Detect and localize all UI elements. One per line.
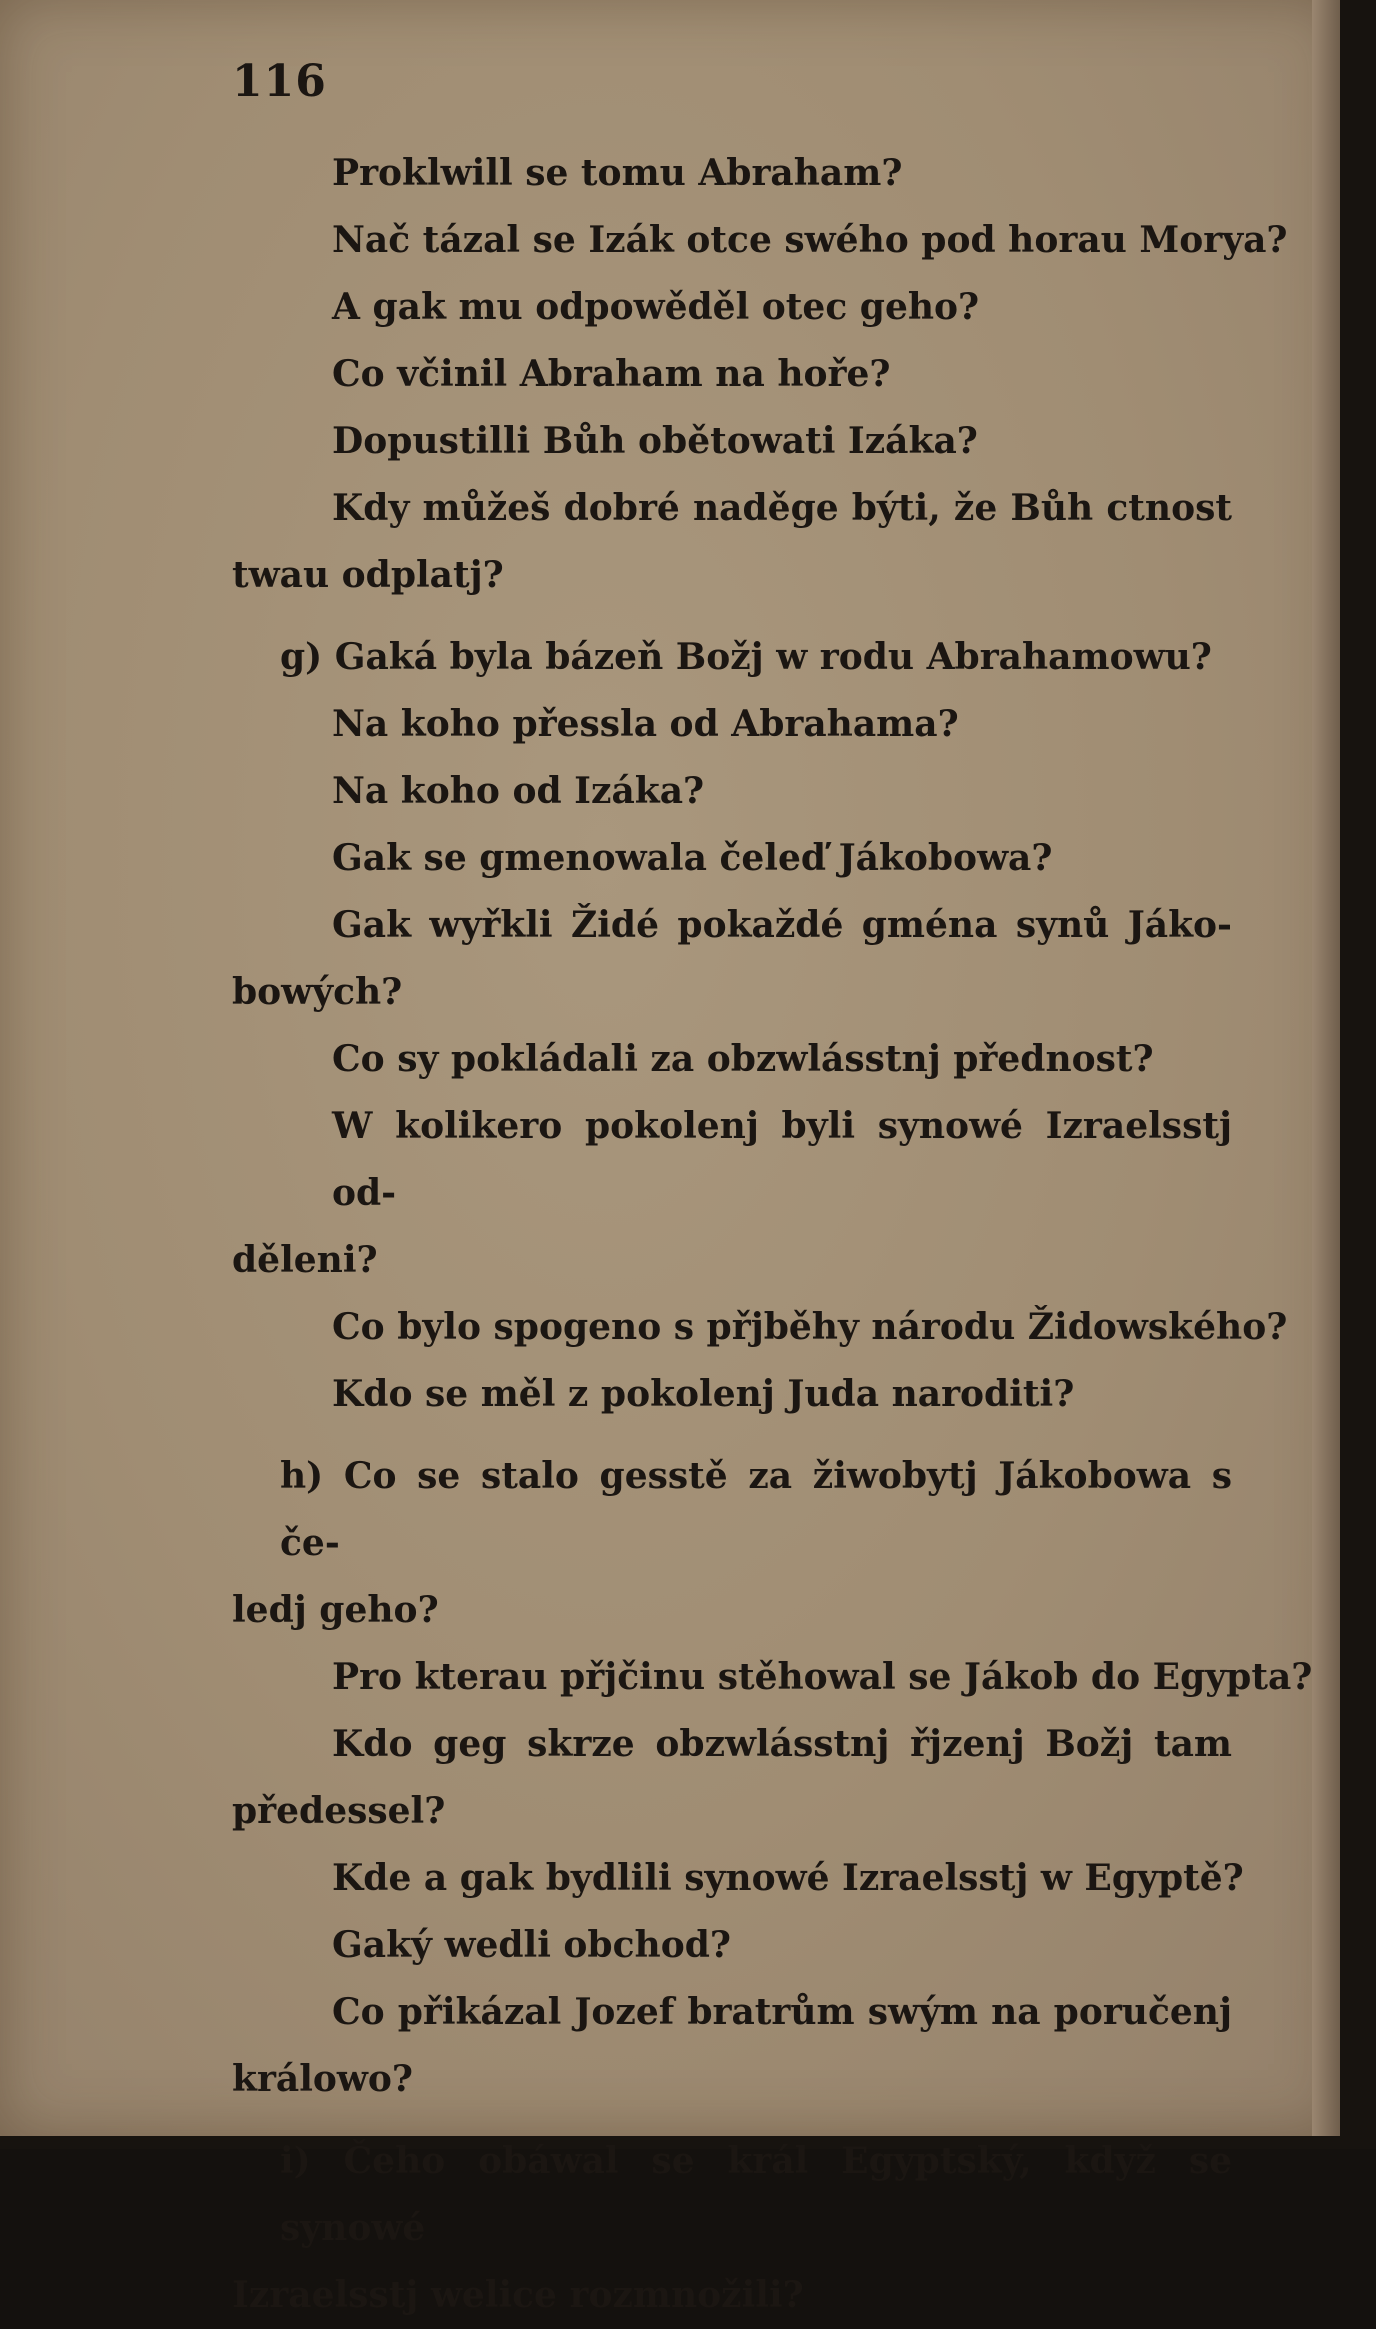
page-spine-shadow: [1312, 0, 1340, 2136]
text-line: Gak se gmenowala čeleď Jákobowa?: [332, 837, 1053, 879]
text-line: Proklwill se tomu Abraham?: [332, 152, 903, 194]
text-line: Kdo geg skrze obzwlásstnj řjzenj Božj tam: [332, 1723, 1232, 1765]
text-line: Kdo se měl z pokolenj Juda naroditi?: [332, 1373, 1075, 1415]
text-line: Izraelsstj welice rozmnožili?: [232, 2274, 804, 2316]
page-number: 116: [232, 56, 327, 107]
text-line: bowých?: [232, 971, 403, 1013]
text-line: Co bylo spogeno s přjběhy národu Židowského?: [332, 1306, 1288, 1348]
section-heading-h: h) Co se stalo gesstě za žiwobytj Jákobowa s če-: [280, 1455, 1232, 1564]
text-line: W kolikero pokolenj byli synowé Izraelsstj od-: [332, 1105, 1232, 1214]
text-line: děleni?: [232, 1239, 378, 1281]
text-line: twau odplatj?: [232, 554, 504, 596]
text-line: Na koho od Izáka?: [332, 770, 705, 812]
text-line: ledj geho?: [232, 1589, 439, 1631]
text-line: Kdy můžeš dobré naděge býti, že Bůh ctnost: [332, 487, 1232, 529]
text-line: předessel?: [232, 1790, 446, 1832]
text-line: Co přikázal Jozef bratrům swým na poručenj: [332, 1991, 1232, 2033]
text-line: Gaký wedli obchod?: [332, 1924, 731, 1966]
section-heading-i: i) Čeho obáwal se král Egyptský, když se synowé: [280, 2140, 1232, 2249]
text-line: Nač tázal se Izák otce swého pod horau Morya?: [332, 219, 1288, 261]
section-heading-g: g) Gaká byla bázeň Božj w rodu Abrahamowu?: [280, 636, 1212, 678]
text-line: Gak wyřkli Židé pokaždé gména synů Jáko-: [332, 904, 1232, 946]
text-line: králowo?: [232, 2058, 414, 2100]
text-line: Co včinil Abraham na hoře?: [332, 353, 891, 395]
text-line: Dopustilli Bůh obětowati Izáka?: [332, 420, 978, 462]
text-line: Kde a gak bydlili synowé Izraelsstj w Egyptě?: [332, 1857, 1244, 1899]
page-text: [232, 140, 1313, 2329]
text-line: A gak mu odpowěděl otec geho?: [332, 286, 980, 328]
text-line: Co sy pokládali za obzwlásstnj přednost?: [332, 1038, 1154, 1080]
text-line: Pro kterau přjčinu stěhowal se Jákob do Egypta?: [332, 1656, 1313, 1698]
text-line: Na koho přessla od Abrahama?: [332, 703, 959, 745]
